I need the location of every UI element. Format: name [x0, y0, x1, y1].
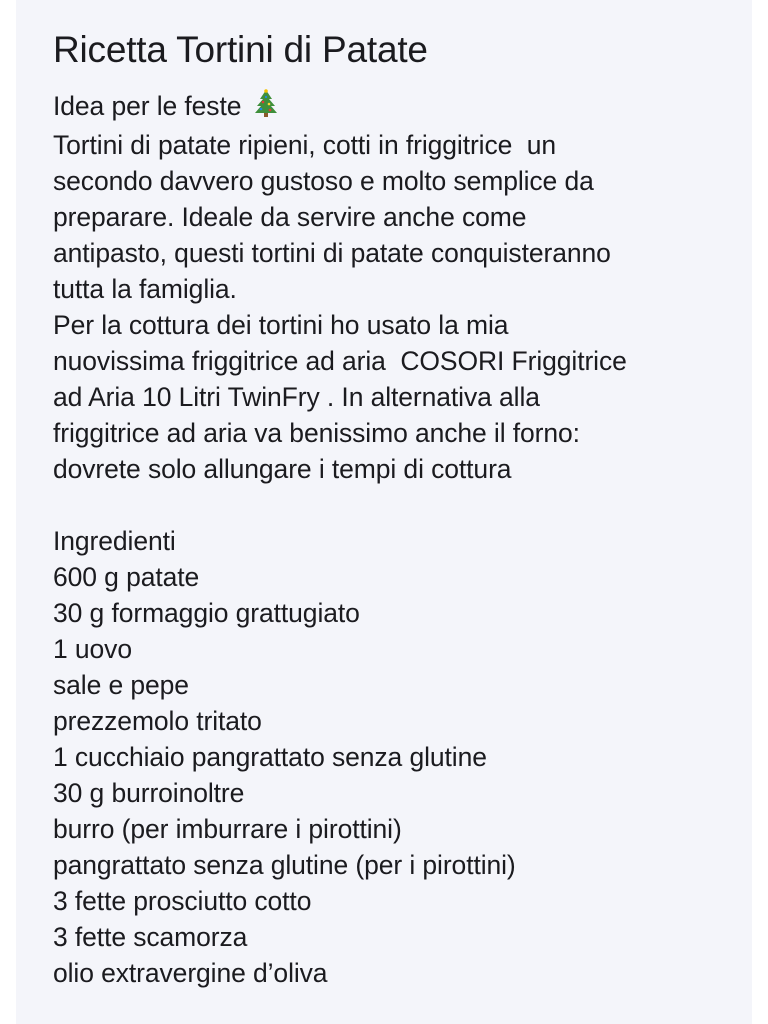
- description-line: Per la cottura dei tortini ho usato la mia: [53, 310, 509, 340]
- ingredient-item: prezzemolo tritato: [53, 706, 262, 736]
- description-line: ad Aria 10 Litri TwinFry . In alternativa alla: [53, 382, 540, 412]
- ingredient-item: 1 uovo: [53, 634, 132, 664]
- description-line: Tortini di patate ripieni, cotti in friggitrice un: [53, 130, 557, 160]
- ingredient-item: 600 g patate: [53, 562, 200, 592]
- intro-heading-line: [53, 88, 753, 127]
- ingredient-item: olio extravergine d’oliva: [53, 958, 328, 988]
- ingredients-heading: Ingredienti: [53, 526, 176, 556]
- description-line: secondo davvero gustoso e molto semplice da: [53, 166, 594, 196]
- ingredient-item: 1 cucchiaio pangrattato senza glutine: [53, 742, 487, 772]
- christmas-tree-icon: [251, 88, 281, 127]
- ingredient-item: burro (per imburrare i pirottini): [53, 814, 402, 844]
- ingredient-item: 30 g burroinoltre: [53, 778, 245, 808]
- note-content[interactable]: [53, 28, 753, 991]
- blank-line: [53, 487, 753, 523]
- description-line: preparare. Ideale da servire anche come: [53, 202, 527, 232]
- ingredient-item: 3 fette prosciutto cotto: [53, 886, 312, 916]
- description-block: [53, 127, 753, 487]
- ingredients-list: [53, 559, 753, 991]
- ingredient-item: 3 fette scamorza: [53, 922, 248, 952]
- description-line: tutta la famiglia.: [53, 274, 237, 304]
- note-body[interactable]: [53, 88, 753, 991]
- ingredient-item: 30 g formaggio grattugiato: [53, 598, 360, 628]
- description-line: nuovissima friggitrice ad aria COSORI Friggitrice: [53, 346, 627, 376]
- description-line: friggitrice ad aria va benissimo anche il forno:: [53, 418, 580, 448]
- description-line: dovrete solo allungare i tempi di cottura: [53, 454, 512, 484]
- ingredient-item: sale e pepe: [53, 670, 189, 700]
- description-line: antipasto, questi tortini di patate conquisteranno: [53, 238, 611, 268]
- ingredient-item: pangrattato senza glutine (per i pirottini): [53, 850, 516, 880]
- note-title[interactable]: Ricetta Tortini di Patate: [53, 29, 428, 70]
- intro-heading: Idea per le feste: [53, 91, 242, 121]
